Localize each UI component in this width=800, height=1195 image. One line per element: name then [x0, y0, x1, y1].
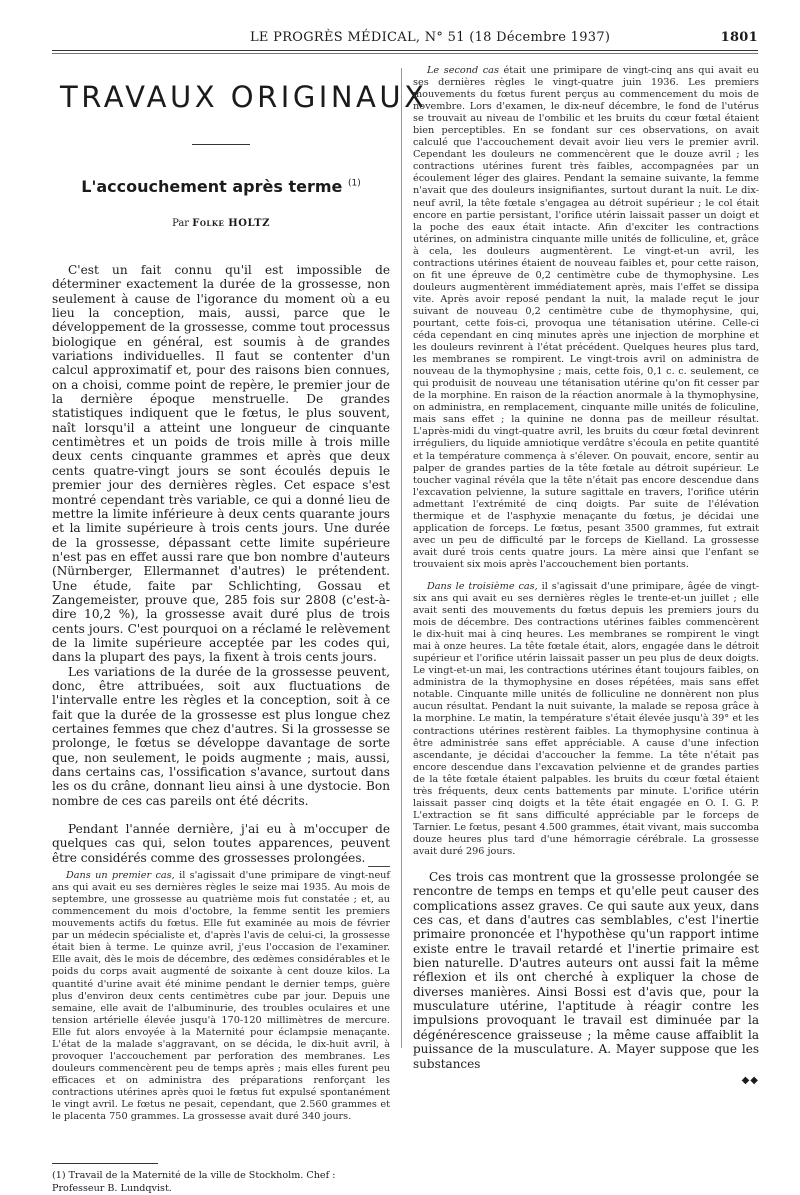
right-column [413, 65, 759, 1086]
journal-header-title: LE PROGRÈS MÉDICAL, N° 51 (18 Décembre 1937) [250, 30, 611, 45]
case-paragraph [413, 581, 759, 858]
body-paragraph: Pendant l'année dernière, j'ai eu à m'occuper de quelques cas qui, selon toutes apparences, peuvent être considérés comme des grossesses prolongées. [52, 822, 390, 865]
end-mark: ◆◆ [741, 1074, 759, 1086]
inline-rule [368, 866, 390, 867]
case-one [52, 870, 390, 1123]
case-text: il s'agissait d'une primipare de vingt-neuf ans qui avait eu ses dernières règles le seize mai 1935. Au mois de septembre, une grossesse au quatrième mois fut constatée ; et, au commencement du mois d'octobre, la femme sentit les premiers mouvements actifs du fœtus. Elle fut examinée au mois de février par un médecin spécialiste et, d'après l'avis de celui-ci, la grossesse était bien à terme. Le quinze avril, j'eus l'occasion de l'examiner. Elle avait, dès le mois de décembre, des œdèmes considérables et le poids du corps avait augmenté de soixante à cent douze kilos. La quantité d'urine avait été minime pendant le dernier temps, guère plus d'environ deux cents centimètres cube par jour. Depuis une semaine, elle avait de l'albuminurie, des troubles oculaires et une tension artérielle élevée jusqu'à 170-120 millimètres de mercure. Elle fut alors envoyée à la Maternité pour éclampsie menaçante. L'état de la malade s'aggravant, on se décida, le dix-huit avril, à provoquer l'accouchement par perforation des membranes. Les douleurs commencèrent peu de temps après ; mais elles furent peu efficaces et on administra des préparations renforçant les contractions utérines après quoi le fœtus fut expulsé spontanément le vingt avril. Le fœtus ne pesait, cependant, que 2.560 grammes et le placenta 750 grammes. La grossesse avait duré 340 jours. [52, 870, 391, 1123]
title-separator [192, 144, 250, 145]
conclusion-paragraph: Ces trois cas montrent que la grossesse prolongée se rencontre de temps en temps et qu'elle peut causer des complications assez graves. Ce qui saute aux yeux, dans ces cas, et dans d'autres cas semblables, c'est l'inertie primaire prononcée et l'hypothèse qu'un rapport intime existe entre le travail retardé et l'inertie primaire est bien naturelle. D'autres auteurs ont aussi fait la même réflexion et ils ont cherché à expliquer la chose de diverses manières. Ainsi Bossi est d'avis que, pour la musculature utérine, l'aptitude à réagir contre les impulsions provoquant le travail est diminuée par la dégénérescence graisseuse ; la même cause affaiblit la puissance de la musculature. A. Mayer suppose que les substances [413, 870, 759, 1071]
conclusion-section [413, 870, 759, 1071]
footnote: (1) Travail de la Maternité de la ville de Stockholm. Chef : Professeur B. Lundqvist. [52, 1170, 336, 1194]
header-rule-secondary [52, 53, 758, 54]
case-lead: Dans un premier cas, [66, 870, 175, 882]
case-lead: Dans le troisième cas, [427, 580, 538, 592]
body-paragraph: C'est un fait connu qu'il est impossible de déterminer exactement la durée de la grossesse, non seulement à cause de l'igorance du moment où a eu lieu la conception, mais, aussi, parce que le développement de la grossesse, comme tout processus biologique en général, est soumis à de grandes variations individuelles. Il faut se contenter d'un calcul approximatif et, pour des raisons bien connues, on a choisi, comme point de repère, le premier jour de la dernière époque menstruelle. De grandes statistiques indiquent que le fœtus, le plus souvent, naît lorsqu'il a atteint une longueur de cinquante centimètres et un poids de trois mille à trois mille deux cents cinquante grammes et après que deux cents quatre-vingt jours se sont écoulés depuis le premier jour des dernières règles. Cet espace s'est montré cependant très variable, ce qui a donné lieu de mettre la limite inférieure à deux cents quarante jours et la limite supérieure à trois cents jours. Une durée de la grossesse, dépassant cette limite supérieure n'est pas en effet aussi rare que bon nombre d'auteurs (Nürnberger, Ellermannet d'autres) le prétendent. Une étude, faite par Schlichting, Gossau et Zangemeister, prouve que, 285 fois sur 2808 (c'est-à-dire 10,2 %), la grossesse avait duré plus de trois cents jours. C'est pourquoi on a réclamé le relèvement de la limite supérieure acceptée par les codes qui, dans la plupart des pays, la fixent à trois cents jours. [52, 263, 390, 665]
article-body-intro [52, 263, 390, 865]
byline [52, 218, 390, 229]
article-title-text: L'accouchement après terme [81, 177, 343, 196]
running-header [52, 30, 758, 48]
page-number: 1801 [720, 30, 758, 45]
left-column [52, 60, 428, 1195]
byline-prefix: Par [172, 218, 190, 229]
case-paragraph [52, 870, 390, 1123]
author-name: Folke HOLTZ [192, 218, 270, 229]
case-text: il s'agissait d'une primipare, âgée de vingt-six ans qui avait eu ses dernières règles le trente-et-un juillet ; elle avait senti des mouvements du fœtus depuis les premiers jours du mois de décembre. Des contractions utérines faibles commencèrent le dix-huit mai à cinq heures. Les membranes se rompirent le vingt mai à onze heures. La tête fœtale était, alors, engagée dans le détroit supérieur et l'orifice utérin laissait passer un peu plus de deux doigts. Le vingt-et-un mai, les contractions utérines étant toujours faibles, on administra de la thymophysine en doses répétées, mais sans effet notable. Cinquante mille unités de folliculine ne donnèrent non plus aucun résultat. Pendant la nuit suivante, la malade se reposa grâce à la morphine. Le matin, la température s'était élevée jusqu'à 39° et les contractions utérines restèrent faibles. La thymophysine continua à être administrée sans effet appréciable. A cause d'une infection ascendante, je décidai d'accoucher la femme. La tête n'était pas encore descendue dans l'excavation pelvienne et de grandes parties de la tête fœtale étaient palpables. les bruits du cœur fœtal étaient très fréquents, deux cents battements par minute. L'orifice utérin laissait passer cinq doigts et la tête était engagée en O. I. G. P. L'extraction se fit sans difficulté appréciable par le forceps de Tarnier. Le fœtus, pesant 4.500 grammes, était vivant, mais succomba douze heures plus tard d'une hémorragie cérébrale. La grossesse avait duré 296 jours. [413, 580, 759, 857]
header-rule [52, 50, 758, 51]
footnote-marker: (1) [347, 178, 361, 189]
body-paragraph: Les variations de la durée de la grossesse peuvent, donc, être attribuées, soit aux fluctuations de l'intervalle entre les règles et la conception, soit à ce fait que la durée de la grossesse est plus longue chez certaines femmes que chez d'autres. Si la grossesse se prolonge, le fœtus se développe davantage de sorte que, non seulement, le poids augmente ; mais, aussi, dans certains cas, l'ossification s'avance, surtout dans les os du crâne, donnant lieu ainsi à une dystocie. Bon nombre de ces cas pareils ont été décrits. [52, 664, 390, 808]
section-title: TRAVAUX ORIGINAUX [60, 80, 428, 114]
article-title [52, 177, 390, 196]
column-divider [401, 68, 402, 1048]
case-lead: Le second cas [427, 65, 499, 76]
footnote-rule [52, 1163, 158, 1164]
case-paragraph [413, 65, 759, 571]
case-two [413, 65, 759, 858]
case-text: était une primipare de vingt-cinq ans qui avait eu ses dernières règles le vingt-quatre juin 1936. Les premiers mouvements du fœtus furent perçus au commencement du mois de novembre. Lors d'examen, le dix-neuf décembre, le fond de l'utérus se trouvait au niveau de l'ombilic et les bruits du cœur fœtal étaient bien perceptibles. En se fondant sur ces observations, on avait calculé que l'accouchement devait avoir lieu vers le premier avril. Cependant les douleurs ne commencèrent que le douze avril ; les contractions utérines furent très faibles, accompagnées par un écoulement léger des glaires. Pendant la semaine suivante, la femme n'avait que des douleurs insignifiantes, surtout durant la nuit. Le dix-neuf avril, la tête fœtale s'engagea au détroit supérieur ; le col était encore en partie persistant, l'orifice utérin laissait passer un doigt et la poche des eaux était intacte. Afin d'exciter les contractions utérines, on administra cinquante mille unités de folliculine, et, grâce à cela, les douleurs augmentèrent. Le vingt-et-un avril, les contractions utérines étaient de nouveau faibles et, pour cette raison, on fit une épreuve de 0,2 centimètre cube de thymophysine. Les douleurs augmentèrent immédiatement après, mais l'effet se dissipa vite. Après avoir reposé pendant la nuit, la malade reçut le jour suivant de nouveau 0,2 centimètre cube de thymophysine, qui, pourtant, cette fois-ci, provoqua une tétanisation utérine. Celle-ci céda cependant en cinq minutes après une injection de morphine et les douleurs revinrent à l'état précédent. Quelques heures plus tard, les membranes se rompirent. Le vingt-trois avril on administra de nouveau de la thymophysine ; mais, cette fois, 0,1 c. c. seulement, ce qui produisit de nouveau une tétanisation utérine qu'on fit cesser par de la morphine. En raison de la réaction anormale à la thymophysine, on administra, en remplacement, cinquante mille unités de foliculine, mais sans effet ; la quinine ne donna pas de meilleur résultat. L'après-midi du vingt-quatre avril, les bruits du cœur fœtal devinrent irréguliers, du liquide amniotique verdâtre s'écoula en petite quantité et la température commença à s'élever. On pouvait, encore, sentir au palper de grandes parties de la tête fœtale au détroit supérieur. Le toucher vaginal révéla que la tête n'était pas encore descendue dans l'excavation pelvienne, la suture sagittale en travers, l'orifice utérin admettant l'extrémité de cinq doigts. Par suite de l'élévation thermique et de l'asphyxie menaçante du fœtus, je décidai une application de forceps. Le fœtus, pesant 3500 grammes, fut extrait avec un peu de difficulté par le forceps de Kielland. La grossesse avait duré trois cents quatre jours. La mère ainsi que l'enfant se trouvaient six mois après l'accouchement bien portants. [413, 65, 759, 570]
